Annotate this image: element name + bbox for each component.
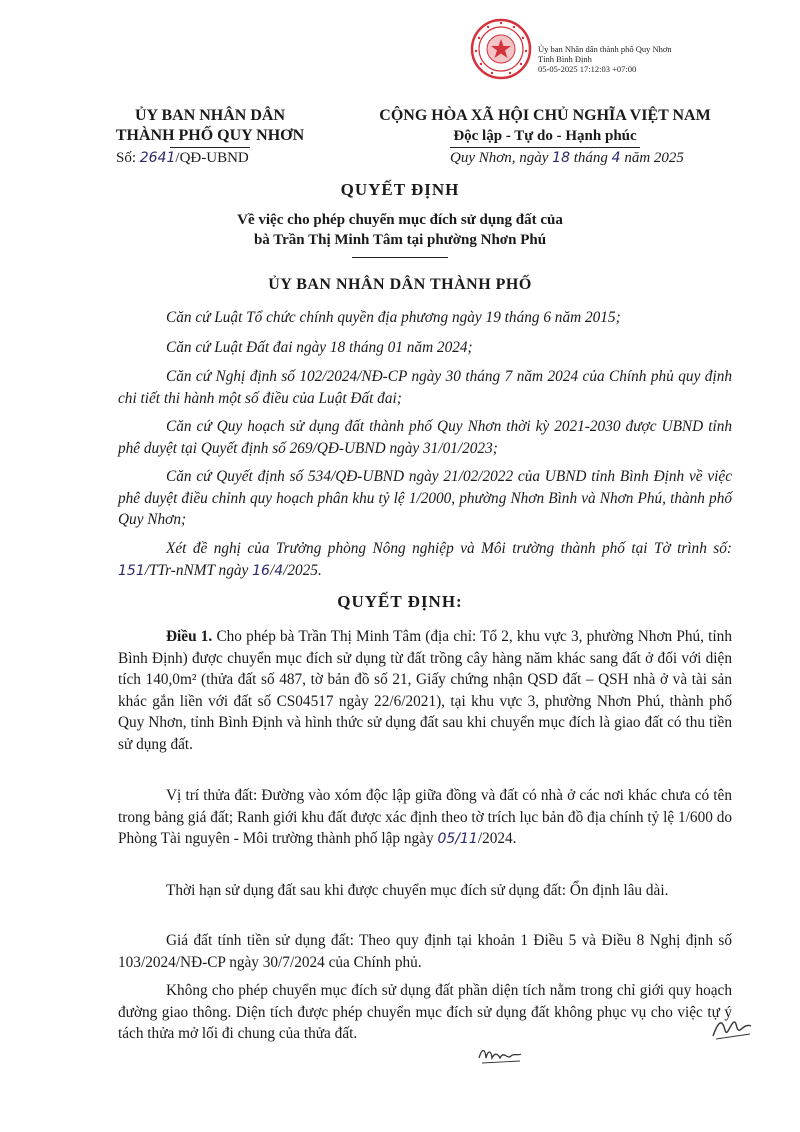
- proposal-mid: /TTr-nNMT ngày: [144, 561, 249, 579]
- article-1-label: Điều 1.: [166, 628, 213, 645]
- national-motto: [360, 106, 730, 148]
- signature-line-3: 05-05-2025 17:12:03 +07:00: [538, 64, 637, 74]
- org-underline: [170, 147, 250, 148]
- legal-basis-3: Căn cứ Nghị định số 102/2024/NĐ-CP ngày 30 tháng 7 năm 2024 của Chính phủ quy định chi tiết thi hành một số điều của Luật Đất đai;: [118, 368, 732, 407]
- red-seal-icon: [470, 18, 532, 80]
- legal-basis-4: Căn cứ Quy hoạch sử dụng đất thành phố Quy Nhơn thời kỳ 2021-2030 được UBND tỉnh phê duyệt tại Quyết định số 269/QĐ-UBND ngày 31/01/2023;: [118, 418, 732, 457]
- document-number: [116, 150, 249, 167]
- handwritten-initial-icon: [710, 1014, 754, 1042]
- decision-heading: QUYẾT ĐỊNH:: [337, 592, 463, 611]
- nation-line-2: Độc lập - Tự do - Hạnh phúc: [453, 128, 637, 144]
- legal-basis-1: Căn cứ Luật Tổ chức chính quyền địa phương ngày 19 tháng 6 năm 2015;: [166, 309, 621, 326]
- date-month-label: tháng: [573, 150, 608, 166]
- legal-basis-5: Căn cứ Quyết định số 534/QĐ-UBND ngày 21/02/2022 của UBND tỉnh Bình Định về việc phê duyệt điều chỉnh quy hoạch phân khu tỷ lệ 1/2000, phường Nhơn Bình và Nhơn Phú, thành phố Quy Nhơn;: [118, 468, 732, 528]
- subtitle-underline: [352, 257, 448, 258]
- signature-line-1: Ủy ban Nhân dân thành phố Quy Nhơn: [538, 44, 672, 54]
- article-1: [118, 626, 732, 755]
- digital-signature-info: [538, 44, 672, 74]
- location-text: Vị trí thửa đất: Đường vào xóm độc lập giữa đồng và đất có nhà ở các nơi khác chưa có tên trong bảng giá đất; Ranh giới khu đất được xác định theo tờ trích lục bản đồ địa chính tỷ lệ 1/600 do Phòng Tài nguyên - Môi trường thành phố lập ngày: [118, 787, 732, 847]
- date-month: 4: [611, 150, 621, 166]
- land-use-term: Thời hạn sử dụng đất sau khi được chuyển mục đích sử dụng đất: Ổn định lâu dài.: [166, 882, 669, 899]
- proposal-text: Xét đề nghị của Trưởng phòng Nông nghiệp và Môi trường thành phố tại Tờ trình số:: [166, 540, 732, 557]
- number-prefix: Số:: [116, 150, 137, 166]
- nation-line-1: CỘNG HÒA XÃ HỘI CHỦ NGHĨA VIỆT NAM: [379, 107, 711, 124]
- article-1-text: Cho phép bà Trần Thị Minh Tâm (địa chỉ: Tổ 2, khu vực 3, phường Nhơn Phú, tỉnh Bình Định) được chuyển mục đích sử dụng từ đất trồng cây hàng năm khác sang đất ở đối với diện tích 140,0m² (thửa đất số 487, tờ bản đồ số 21, Giấy chứng nhận QSD đất – QSH nhà ở và tài sản khác gắn liền với đất số CS04517 ngày 22/6/2021), tại khu vực 3, phường Nhơn Phú, thành phố Quy Nhơn, tỉnh Bình Định và hình thức sử dụng đất sau khi chuyển mục đích là giao đất có thu tiền sử dụng đất.: [118, 628, 732, 753]
- issuing-authority: [100, 106, 320, 148]
- location-year: /2024.: [477, 830, 517, 847]
- restriction-paragraph: Không cho phép chuyển mục đích sử dụng đất phần diện tích nằm trong chỉ giới quy hoạch đường giao thông. Diện tích được phép chuyển mục đích sử dụng đất không phục vụ cho việc tự ý tách thửa mở lối đi chung của thửa đất.: [118, 982, 732, 1042]
- handwritten-initial-icon: [476, 1044, 524, 1066]
- issue-date: [450, 150, 684, 167]
- authority-heading: ỦY BAN NHÂN DÂN THÀNH PHỐ: [268, 276, 532, 293]
- subtitle-line-2: bà Trần Thị Minh Tâm tại phường Nhơn Phú: [253, 232, 547, 248]
- date-year: năm 2025: [624, 150, 684, 166]
- org-line-1: ỦY BAN NHÂN DÂN: [134, 107, 286, 124]
- motto-underline: [450, 147, 640, 148]
- date-day: 18: [552, 150, 570, 166]
- proposal-month: 4: [274, 562, 284, 579]
- proposal-number: 151: [118, 562, 145, 579]
- land-price: Giá đất tính tiền sử dụng đất: Theo quy định tại khoản 1 Điều 5 và Điều 8 Nghị định số 103/2024/NĐ-CP ngày 30/7/2024 của Chính phủ.: [118, 932, 732, 971]
- document-title: QUYẾT ĐỊNH: [340, 180, 460, 199]
- signature-line-2: Tỉnh Bình Định: [538, 54, 592, 64]
- location-date: 05/11: [437, 831, 478, 847]
- proposal-paragraph: Xét đề nghị của Trưởng phòng Nông nghiệp và Môi trường thành phố tại Tờ trình số: 151/TTr-nNMT ngày 16/4/2025.: [118, 540, 732, 579]
- proposal-year: /2025.: [283, 561, 322, 579]
- org-line-2: THÀNH PHỐ QUY NHƠN: [115, 127, 305, 144]
- number-suffix: /QĐ-UBND: [175, 150, 249, 166]
- legal-basis-2: Căn cứ Luật Đất đai ngày 18 tháng 01 năm 2024;: [166, 339, 473, 356]
- number-handwritten: 2641: [139, 150, 176, 166]
- subtitle-line-1: Về việc cho phép chuyển mục đích sử dụng đất của: [237, 212, 563, 228]
- proposal-day: 16: [252, 562, 270, 579]
- date-place: Quy Nhơn, ngày: [450, 150, 549, 166]
- location-paragraph: [118, 785, 732, 851]
